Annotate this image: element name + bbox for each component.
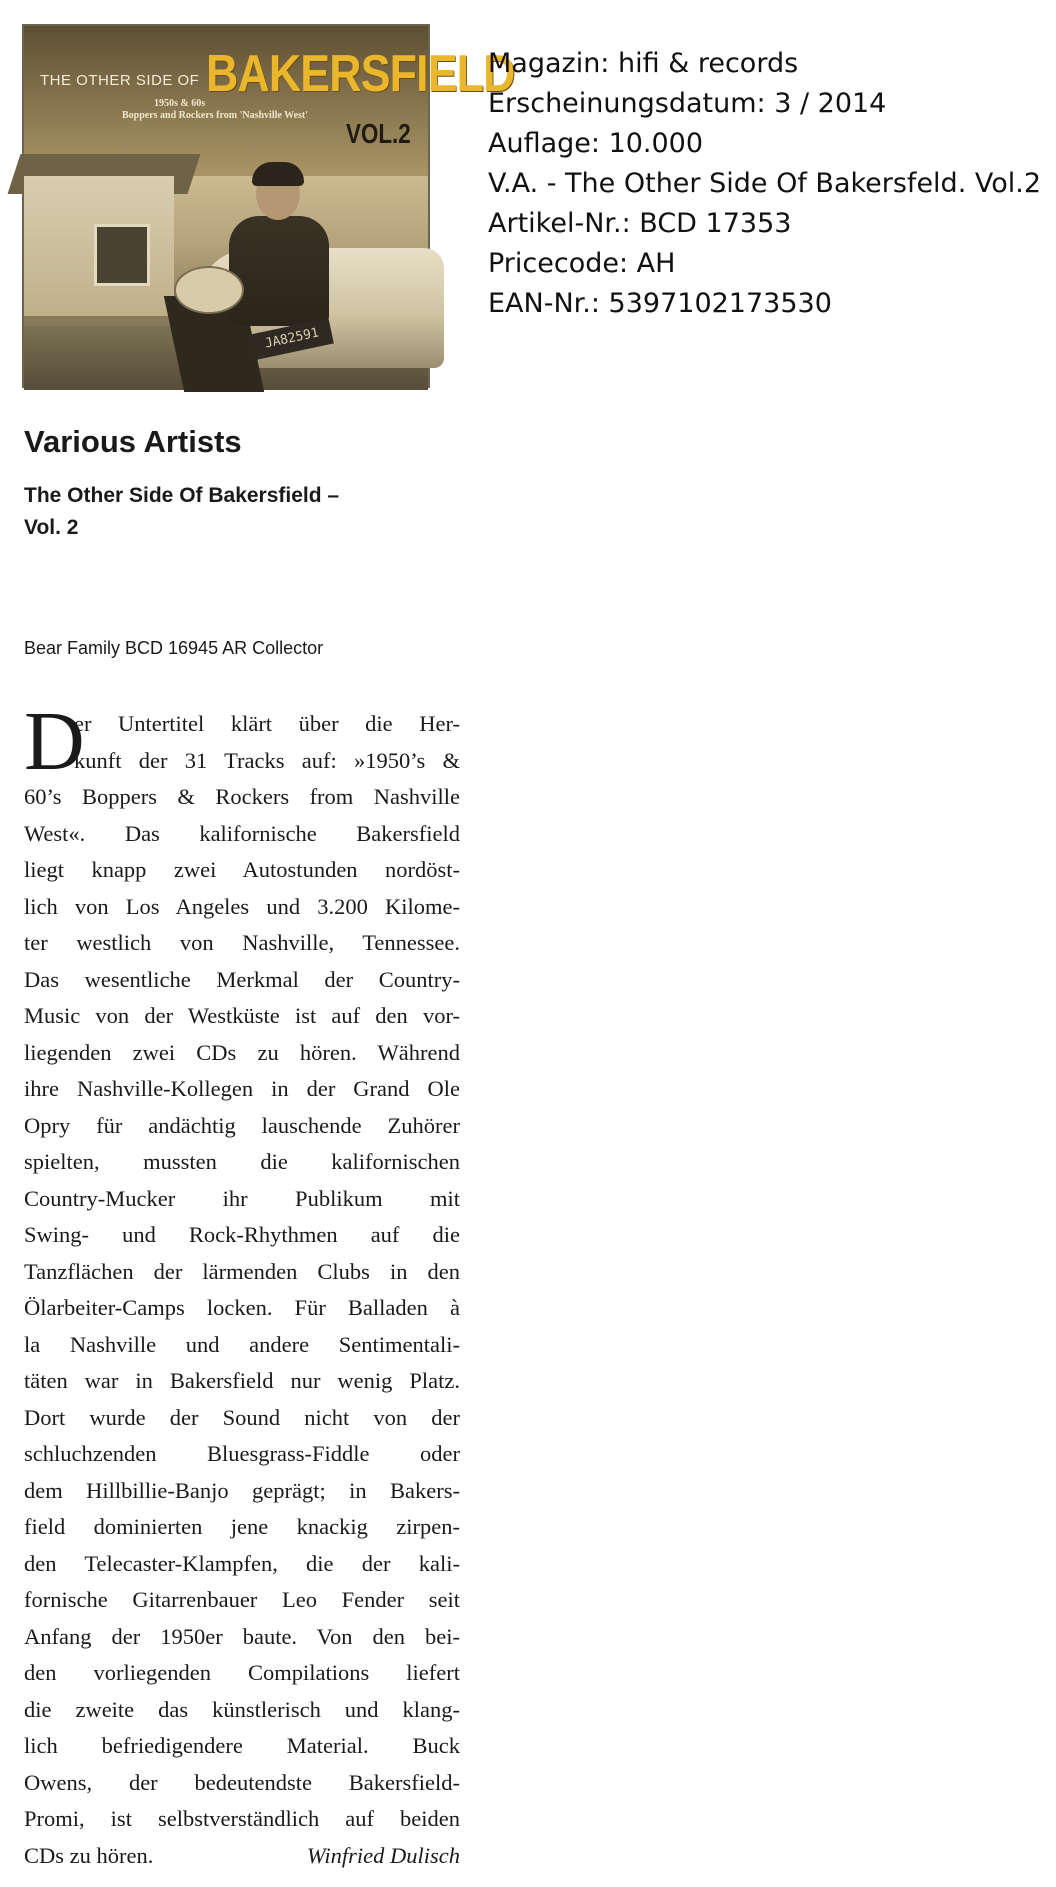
meta-magazin: Magazin: hifi & records (488, 48, 799, 79)
review-line: dem Hillbillie-Banjo geprägt; in Bakers- (24, 1477, 460, 1503)
meta-ean: EAN-Nr.: 5397102173530 (488, 288, 832, 319)
cover-big-title: BAKERSFIELD (206, 45, 515, 103)
meta-auflage: Auflage: 10.000 (488, 128, 704, 159)
review-line: Anfang der 1950er baute. Von den bei- (24, 1623, 460, 1649)
review-line: Opry für andächtig lauschende Zuhörer (24, 1112, 460, 1138)
review-line: ter westlich von Nashville, Tennessee. (24, 930, 460, 955)
review-line: West«. Das kalifornische Bakersfield (24, 820, 460, 846)
review-line: field dominierten jene knackig zirpen- (24, 1514, 460, 1539)
cover-pre-title: THE OTHER SIDE OF (40, 72, 200, 89)
review-line: ihre Nashville-Kollegen in der Grand Ole (24, 1076, 460, 1101)
meta-titel: V.A. - The Other Side Of Bakersfeld. Vol.2 (488, 168, 1042, 199)
review-line: die zweite das künstlerisch und klang- (24, 1696, 460, 1722)
review-line: Music von der Westküste ist auf den vor- (24, 1003, 460, 1028)
review-line: schluchzenden Bluesgrass-Fiddle oder (24, 1441, 460, 1466)
article-album-title (24, 480, 444, 544)
review-line: Country-Mucker ihr Publikum mit (24, 1185, 460, 1211)
cover-hat (174, 266, 244, 314)
meta-pricecode: Pricecode: AH (488, 248, 676, 279)
review-line: Swing- und Rock-Rhythmen auf die (24, 1222, 460, 1247)
article-label-info: Bear Family BCD 16945 AR Collector (24, 638, 324, 658)
album-title-line-1: The Other Side Of Bakersfield – (24, 484, 340, 507)
review-line: den Telecaster-Klampfen, die der kali- (24, 1550, 460, 1576)
review-line: Tanzflächen der lärmenden Clubs in den (24, 1258, 460, 1284)
cover-subtitle-2: Boppers and Rockers from 'Nashville West' (122, 110, 309, 121)
article-artist: Various Artists (24, 424, 242, 459)
review-line: Das wesentliche Merkmal der Country- (24, 966, 460, 992)
review-line: CDs zu hören. (24, 1842, 154, 1868)
review-line: er Untertitel klärt über die Her- (74, 711, 460, 736)
cover-house-window (94, 224, 150, 286)
cover-subtitle-1: 1950s & 60s (154, 98, 206, 109)
review-line: Owens, der bedeutendste Bakersfield- (24, 1769, 460, 1795)
meta-artikel: Artikel-Nr.: BCD 17353 (488, 208, 792, 239)
review-line: liegt knapp zwei Autostunden nordöst- (24, 857, 460, 882)
review-line: Dort wurde der Sound nicht von der (24, 1404, 460, 1430)
metadata-block (488, 44, 1041, 324)
album-title-line-2: Vol. 2 (24, 516, 79, 539)
cover-man-hair (252, 162, 304, 186)
review-dropcap: D (24, 695, 85, 788)
review-body (24, 695, 460, 1874)
review-line: fornische Gitarrenbauer Leo Fender seit (24, 1587, 460, 1612)
meta-datum: Erscheinungsdatum: 3 / 2014 (488, 88, 887, 119)
review-line: den vorliegenden Compilations liefert (24, 1660, 460, 1685)
review-line: lich von Los Angeles und 3.200 Kilome- (24, 893, 460, 919)
review-line: kunft der 31 Tracks auf: »1950’s & (74, 747, 460, 773)
review-line: lich befriedigendere Material. Buck (24, 1733, 460, 1758)
review-line: la Nashville und andere Sentimentali- (24, 1331, 460, 1357)
album-cover (22, 24, 515, 388)
cover-volume: VOL.2 (346, 118, 411, 149)
review-line: täten war in Bakersfield nur wenig Platz. (24, 1368, 460, 1393)
review-line: spielten, mussten die kalifornischen (24, 1149, 460, 1174)
cover-man-body (229, 216, 329, 326)
review-line: liegenden zwei CDs zu hören. Während (24, 1039, 460, 1065)
review-line: Promi, ist selbstverständlich auf beiden (24, 1806, 460, 1831)
review-line: Ölarbeiter-Camps locken. Für Balladen à (24, 1295, 460, 1320)
review-author: Winfried Dulisch (306, 1842, 460, 1868)
cover-license-plate: JA82591 (250, 318, 334, 360)
review-line: 60’s Boppers & Rockers from Nashville (24, 784, 460, 809)
